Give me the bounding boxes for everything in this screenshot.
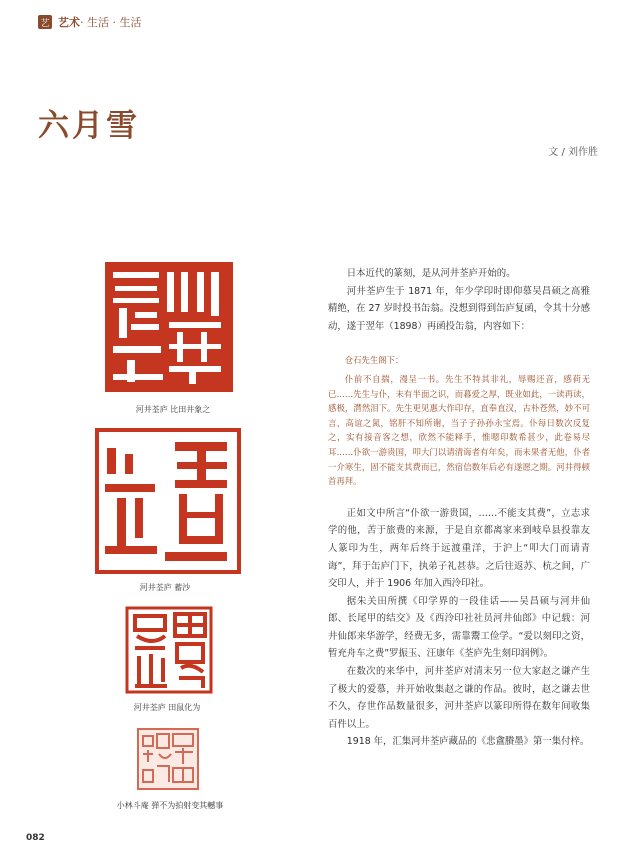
page-number: 082 xyxy=(26,833,45,843)
paragraph-1: 日本近代的篆刻，是从河井荃庐开始的。 xyxy=(346,268,516,279)
seal-image-2 xyxy=(95,428,241,574)
letter-salutation: 仓石先生阁下： xyxy=(344,355,404,366)
section-subname: · 生活 · 生活 xyxy=(80,16,142,29)
letter-body: 仆前不自揣，漫呈一书。先生不特其非礼，辱赐还音，感荷无已……先生与仆，未有半面之识，而暮爱之厚，既业如此，一读再读，感极，潸然泪下。先生更见惠大作印存，直奉直汉，古朴苍然，妙不可言，高谊之氮，铭肝不知所谢，当子子孙孙永宝焉。仆每日数次反复之，实有接音客之想，欣然不能释手，惟嗯印数希甚少，此卷易尽耳……仆欲一游贵国，叩大门以请清诲者有年矣，而未果者无他，仆者一介寒生，固不能支其费而已，然宿信数年后必有遂愿之期。河井得顿首再拜。 xyxy=(328,373,590,487)
quoted-letter xyxy=(328,353,590,488)
seal-caption-4: 小林斗庵 弹不为拍射变其轗事 xyxy=(116,801,224,810)
seal-image-3 xyxy=(125,606,213,694)
section-header xyxy=(38,14,141,30)
article-body xyxy=(328,265,590,751)
seal-image-4 xyxy=(137,728,199,790)
seal-image-1 xyxy=(105,262,233,392)
paragraph-2: 河井荃庐生于 1871 年，年少学印时即仰慕吴昌硕之高雅精绝，在 27 岁时投书缶翁。没想到得到缶庐复函，令其十分感动，遂于翌年（1898）再函投缶翁，内容如下： xyxy=(328,285,590,332)
section-name: 艺术 xyxy=(58,16,80,29)
seal-caption-3: 河井荃庐 田鼠化为 xyxy=(133,703,201,712)
paragraph-4: 据朱关田所撰《印学界的一段佳话——吴昌硕与河井仙郎、长尾甲的结交》及《西泠印社社员河井仙郎》中记载：河井仙郎来华游学，经费无多，需靠鬻工俭学。“爱以刻印之资，暂充舟车之费”罗振玉、汪康年《荃庐先生刻印润例》。 xyxy=(328,595,590,660)
seal-caption-2: 河井荃庐 蓄沙 xyxy=(139,583,191,592)
seal-caption-1: 河井荃庐 比田井象之 xyxy=(135,405,211,414)
section-logo-icon: 艺 xyxy=(38,15,52,29)
paragraph-5: 在数次的来华中，河井荃庐对清末另一位大家赵之谦产生了极大的爱慕，并开始收集赵之谦的作品。彼时，赵之谦去世不久，存世作品数量很多，河井荃庐以篆印所得在数年间收集百件以上。 xyxy=(328,666,590,730)
article-author: 文 / 刘作胜 xyxy=(548,147,598,158)
paragraph-6: 1918 年，汇集河井荃庐藏品的《悲盦賸墨》第一集付梓。 xyxy=(346,736,590,748)
article-title: 六月雪 xyxy=(38,108,140,144)
paragraph-3: 正如文中所言“仆欲一游贵国，……不能支其费”，立志求学的他，苦于旅费的来源，于是自京都离家来到岐阜县投靠友人篆印为生，两年后终于远渡重洋，于沪上“叩大门而请青诲”，拜于缶庐门下，执弟子礼甚恭。之后往返苏、杭之间，广交印人，并于 1906 年加入西泠印社。 xyxy=(328,507,590,590)
